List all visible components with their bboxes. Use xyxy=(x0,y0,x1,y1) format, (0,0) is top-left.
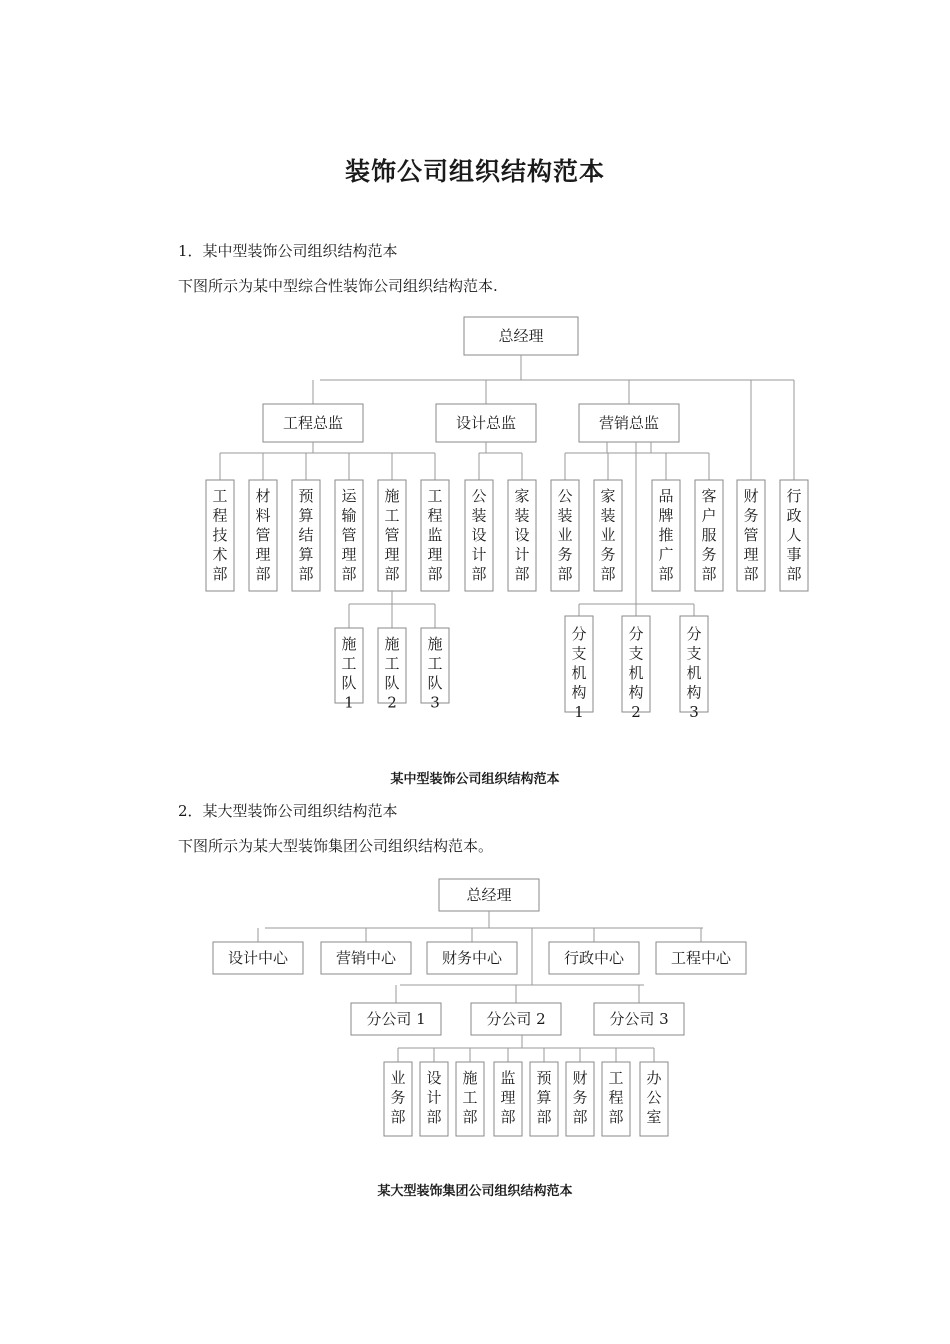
c2-center-2-label: 财务中心 xyxy=(441,949,503,967)
c2-dept-2-label: 施工部 xyxy=(462,1069,478,1126)
c1-eng-dept-2-label: 预算结算部 xyxy=(298,487,314,583)
c2-center-0-label: 设计中心 xyxy=(227,949,289,967)
c2-dept-4-label: 预算部 xyxy=(536,1069,552,1126)
c1-eng-dept-3-label: 运输管理部 xyxy=(341,487,357,583)
c1-mkt-dept-2-label: 品牌推广部 xyxy=(658,487,674,583)
c1-mkt-dept-0-label: 公装业务部 xyxy=(557,487,573,583)
c1-eng-dept-0-label: 工程技术部 xyxy=(212,487,228,583)
c2-dept-5-label: 财务部 xyxy=(572,1069,588,1126)
c2-center-4-label: 工程中心 xyxy=(670,949,732,967)
c1-director-1-label: 设计总监 xyxy=(455,414,517,432)
c2-sub-0-label: 分公司 1 xyxy=(366,1010,426,1028)
section2-heading: 2．某大型装饰公司组织结构范本 xyxy=(178,802,398,820)
c1-team-2-label: 施工队 3 xyxy=(427,635,443,712)
c1-direct-dept-1-label: 行政人事部 xyxy=(786,487,802,583)
section1-heading: 1．某中型装饰公司组织结构范本 xyxy=(178,242,398,260)
c2-dept-0-label: 业务部 xyxy=(390,1069,406,1126)
c2-dept-1-label: 设计部 xyxy=(426,1069,442,1126)
c1-branch-0-label: 分支机构 1 xyxy=(571,625,587,721)
c2-root-label: 总经理 xyxy=(466,886,512,904)
c2-sub-2-label: 分公司 3 xyxy=(609,1010,669,1028)
c1-director-2-label: 营销总监 xyxy=(598,414,660,432)
c1-director-0-label: 工程总监 xyxy=(282,414,344,432)
c2-dept-7-label: 办公室 xyxy=(646,1069,662,1126)
c1-design-dept-1-label: 家装设计部 xyxy=(514,487,530,583)
section1-caption: 某中型装饰公司组织结构范本 xyxy=(390,772,560,787)
c1-team-1-label: 施工队 2 xyxy=(384,635,400,712)
c1-root-label: 总经理 xyxy=(498,327,544,345)
c1-design-dept-0-label: 公装设计部 xyxy=(471,487,487,583)
c1-branch-1-label: 分支机构 2 xyxy=(628,625,644,721)
c1-mkt-dept-1-label: 家装业务部 xyxy=(600,487,616,583)
page-title: 装饰公司组织结构范本 xyxy=(344,157,605,186)
c2-sub-1-label: 分公司 2 xyxy=(486,1010,546,1028)
section2-caption: 某大型装饰集团公司组织结构范本 xyxy=(377,1184,573,1199)
section1-paragraph: 下图所示为某中型综合性装饰公司组织结构范本. xyxy=(178,277,498,295)
c1-direct-dept-0-label: 财务管理部 xyxy=(743,487,759,583)
c1-mkt-dept-3-label: 客户服务部 xyxy=(701,487,717,583)
c1-eng-dept-1-label: 材料管理部 xyxy=(255,487,271,583)
section2-paragraph: 下图所示为某大型装饰集团公司组织结构范本。 xyxy=(178,837,494,855)
c1-branch-2-label: 分支机构 3 xyxy=(686,625,702,721)
c2-center-1-label: 营销中心 xyxy=(335,949,397,967)
c2-center-3-label: 行政中心 xyxy=(563,949,625,967)
c1-eng-dept-5-label: 工程监理部 xyxy=(427,487,443,583)
c2-dept-6-label: 工程部 xyxy=(608,1069,624,1126)
c1-eng-dept-4-label: 施工管理部 xyxy=(384,487,400,583)
c1-team-0-label: 施工队 1 xyxy=(341,635,357,712)
c2-dept-3-label: 监理部 xyxy=(500,1069,516,1126)
